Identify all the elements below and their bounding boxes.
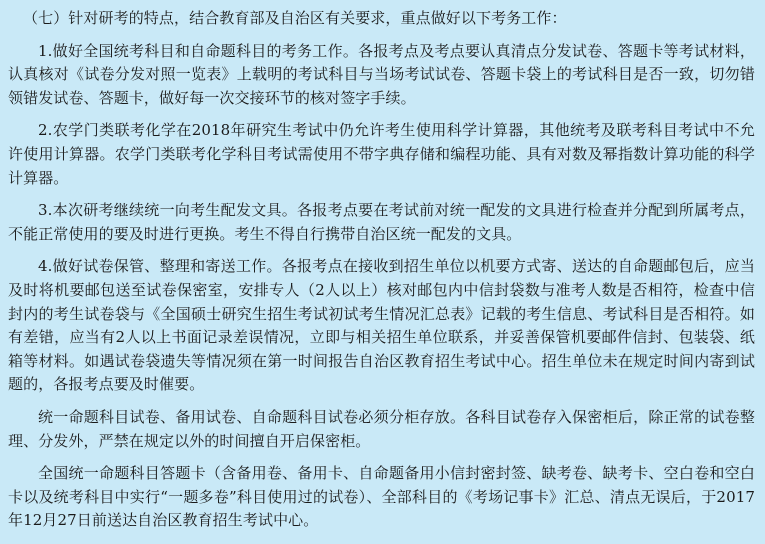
paragraph-gap [8,110,755,119]
paragraph-1: 1.做好全国统考科目和自命题科目的考务工作。各报考点及考点要认真清点分发试卷、答题卡等考试材料，认真核对《试卷分发对照一览表》上载明的考试科目与当场考试试卷、答题卡袋上的考试科目是否一致，切勿错领错发试卷、答题卡，做好每一次交接环节的核对签字手续。 [8,41,755,107]
paragraph-gap [8,246,755,255]
paragraph-5: 统一命题科目试卷、备用试卷、自命题科目试卷必须分柜存放。各科目试卷存入保密柜后，除正常的试卷整理、分发外，严禁在规定以外的时间擅自开启保密柜。 [8,407,755,450]
paragraph-gap [8,397,755,406]
paragraph-4: 4.做好试卷保管、整理和寄送工作。各报考点在接收到招生单位以机要方式寄、送达的自命题邮包后，应当及时将机要邮包送至试卷保密室，安排专人（2人以上）核对邮包内中信封袋数与准考人数是否相符，检查中信封内的考生试卷袋与《全国硕士研究生招生考试初试考生情况汇总表》记载的考生信息、考试科目是否相符。如有差错，应当有2人以上书面记录差误情况，立即与相关招生单位联系，并妥善保管机要邮件信封、包装袋、纸箱等材料。如遇试卷袋遗失等情况须在第一时间报告自治区教育招生考试中心。招生单位未在规定时间内寄到试题的，各报考点要及时催要。 [8,257,755,394]
paragraph-2: 2.农学门类联考化学在2018年研究生考试中仍允许考生使用科学计算器，其他统考及联考科目考试中不允许使用计算器。农学门类联考化学科目考试需使用不带字典存储和编程功能、具有对数及幂指数计算功能的科学计算器。 [8,121,755,187]
paragraph-gap [8,453,755,462]
paragraph-3: 3.本次研考继续统一向考生配发文具。各报考点要在考试前对统一配发的文具进行检查并分配到所属考点，不能正常使用的要及时进行更换。考生不得自行携带自治区统一配发的文具。 [8,201,755,243]
section-heading: （七）针对研考的特点，结合教育部及自治区有关要求，重点做好以下考务工作： [23,9,567,27]
paragraph-6: 全国统一命题科目答题卡（含备用卷、备用卡、自命题备用小信封密封签、缺考卷、缺考卡、空白卷和空白卡以及统考科目中实行“一题多卷”科目使用过的试卷）、全部科目的《考场记事卡》汇总、清点无误后，于2017年12月27日前送达自治区教育招生考试中心。 [8,464,755,530]
paragraph-gap [8,190,755,199]
